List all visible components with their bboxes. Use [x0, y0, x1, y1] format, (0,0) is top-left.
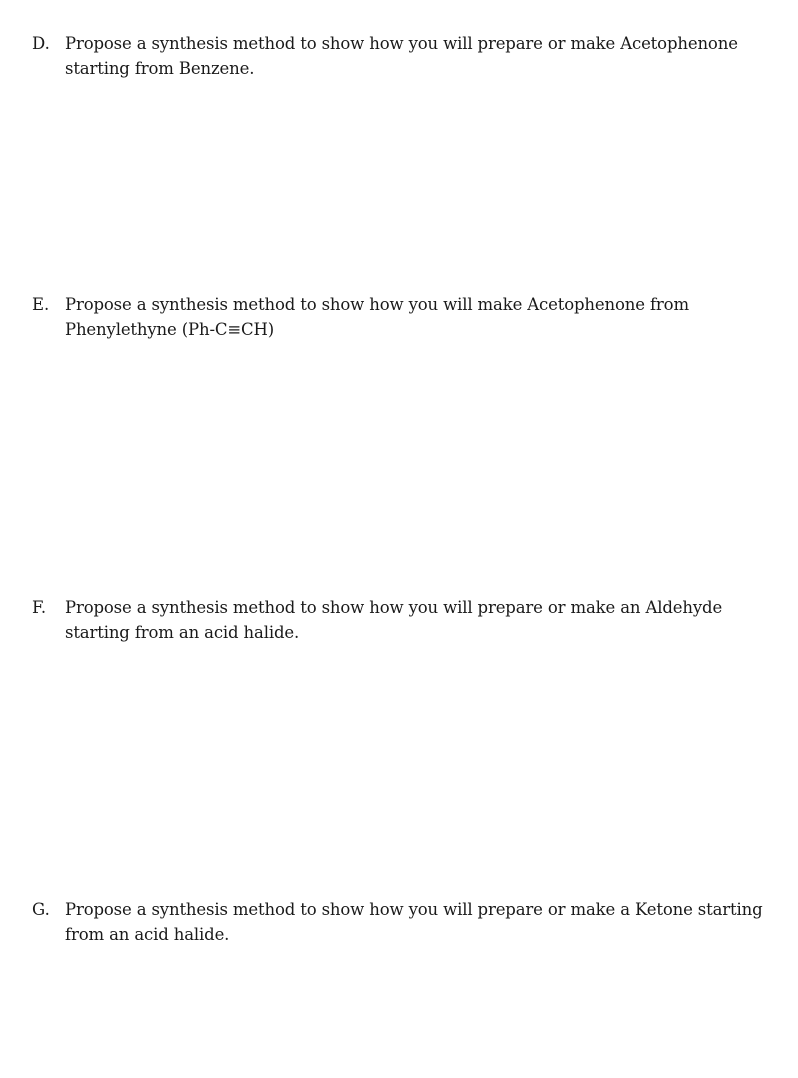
question-letter: D.: [32, 34, 50, 53]
question-text: Propose a synthesis method to show how you will prepare or make Acetophenone starting from Benzene.: [65, 34, 738, 78]
question-letter: E.: [32, 295, 50, 314]
question-text: Propose a synthesis method to show how you will prepare or make a Ketone starting from an acid halide.: [65, 900, 763, 944]
question-letter: F.: [32, 598, 47, 617]
question-d: [32, 31, 772, 81]
question-e: [32, 292, 772, 342]
question-letter: G.: [32, 900, 50, 919]
question-g: [32, 897, 772, 947]
question-f: [32, 595, 772, 645]
question-text: Propose a synthesis method to show how you will make Acetophenone from Phenylethyne (Ph-C≡CH): [65, 295, 689, 339]
question-text: Propose a synthesis method to show how you will prepare or make an Aldehyde starting from an acid halide.: [65, 598, 723, 642]
